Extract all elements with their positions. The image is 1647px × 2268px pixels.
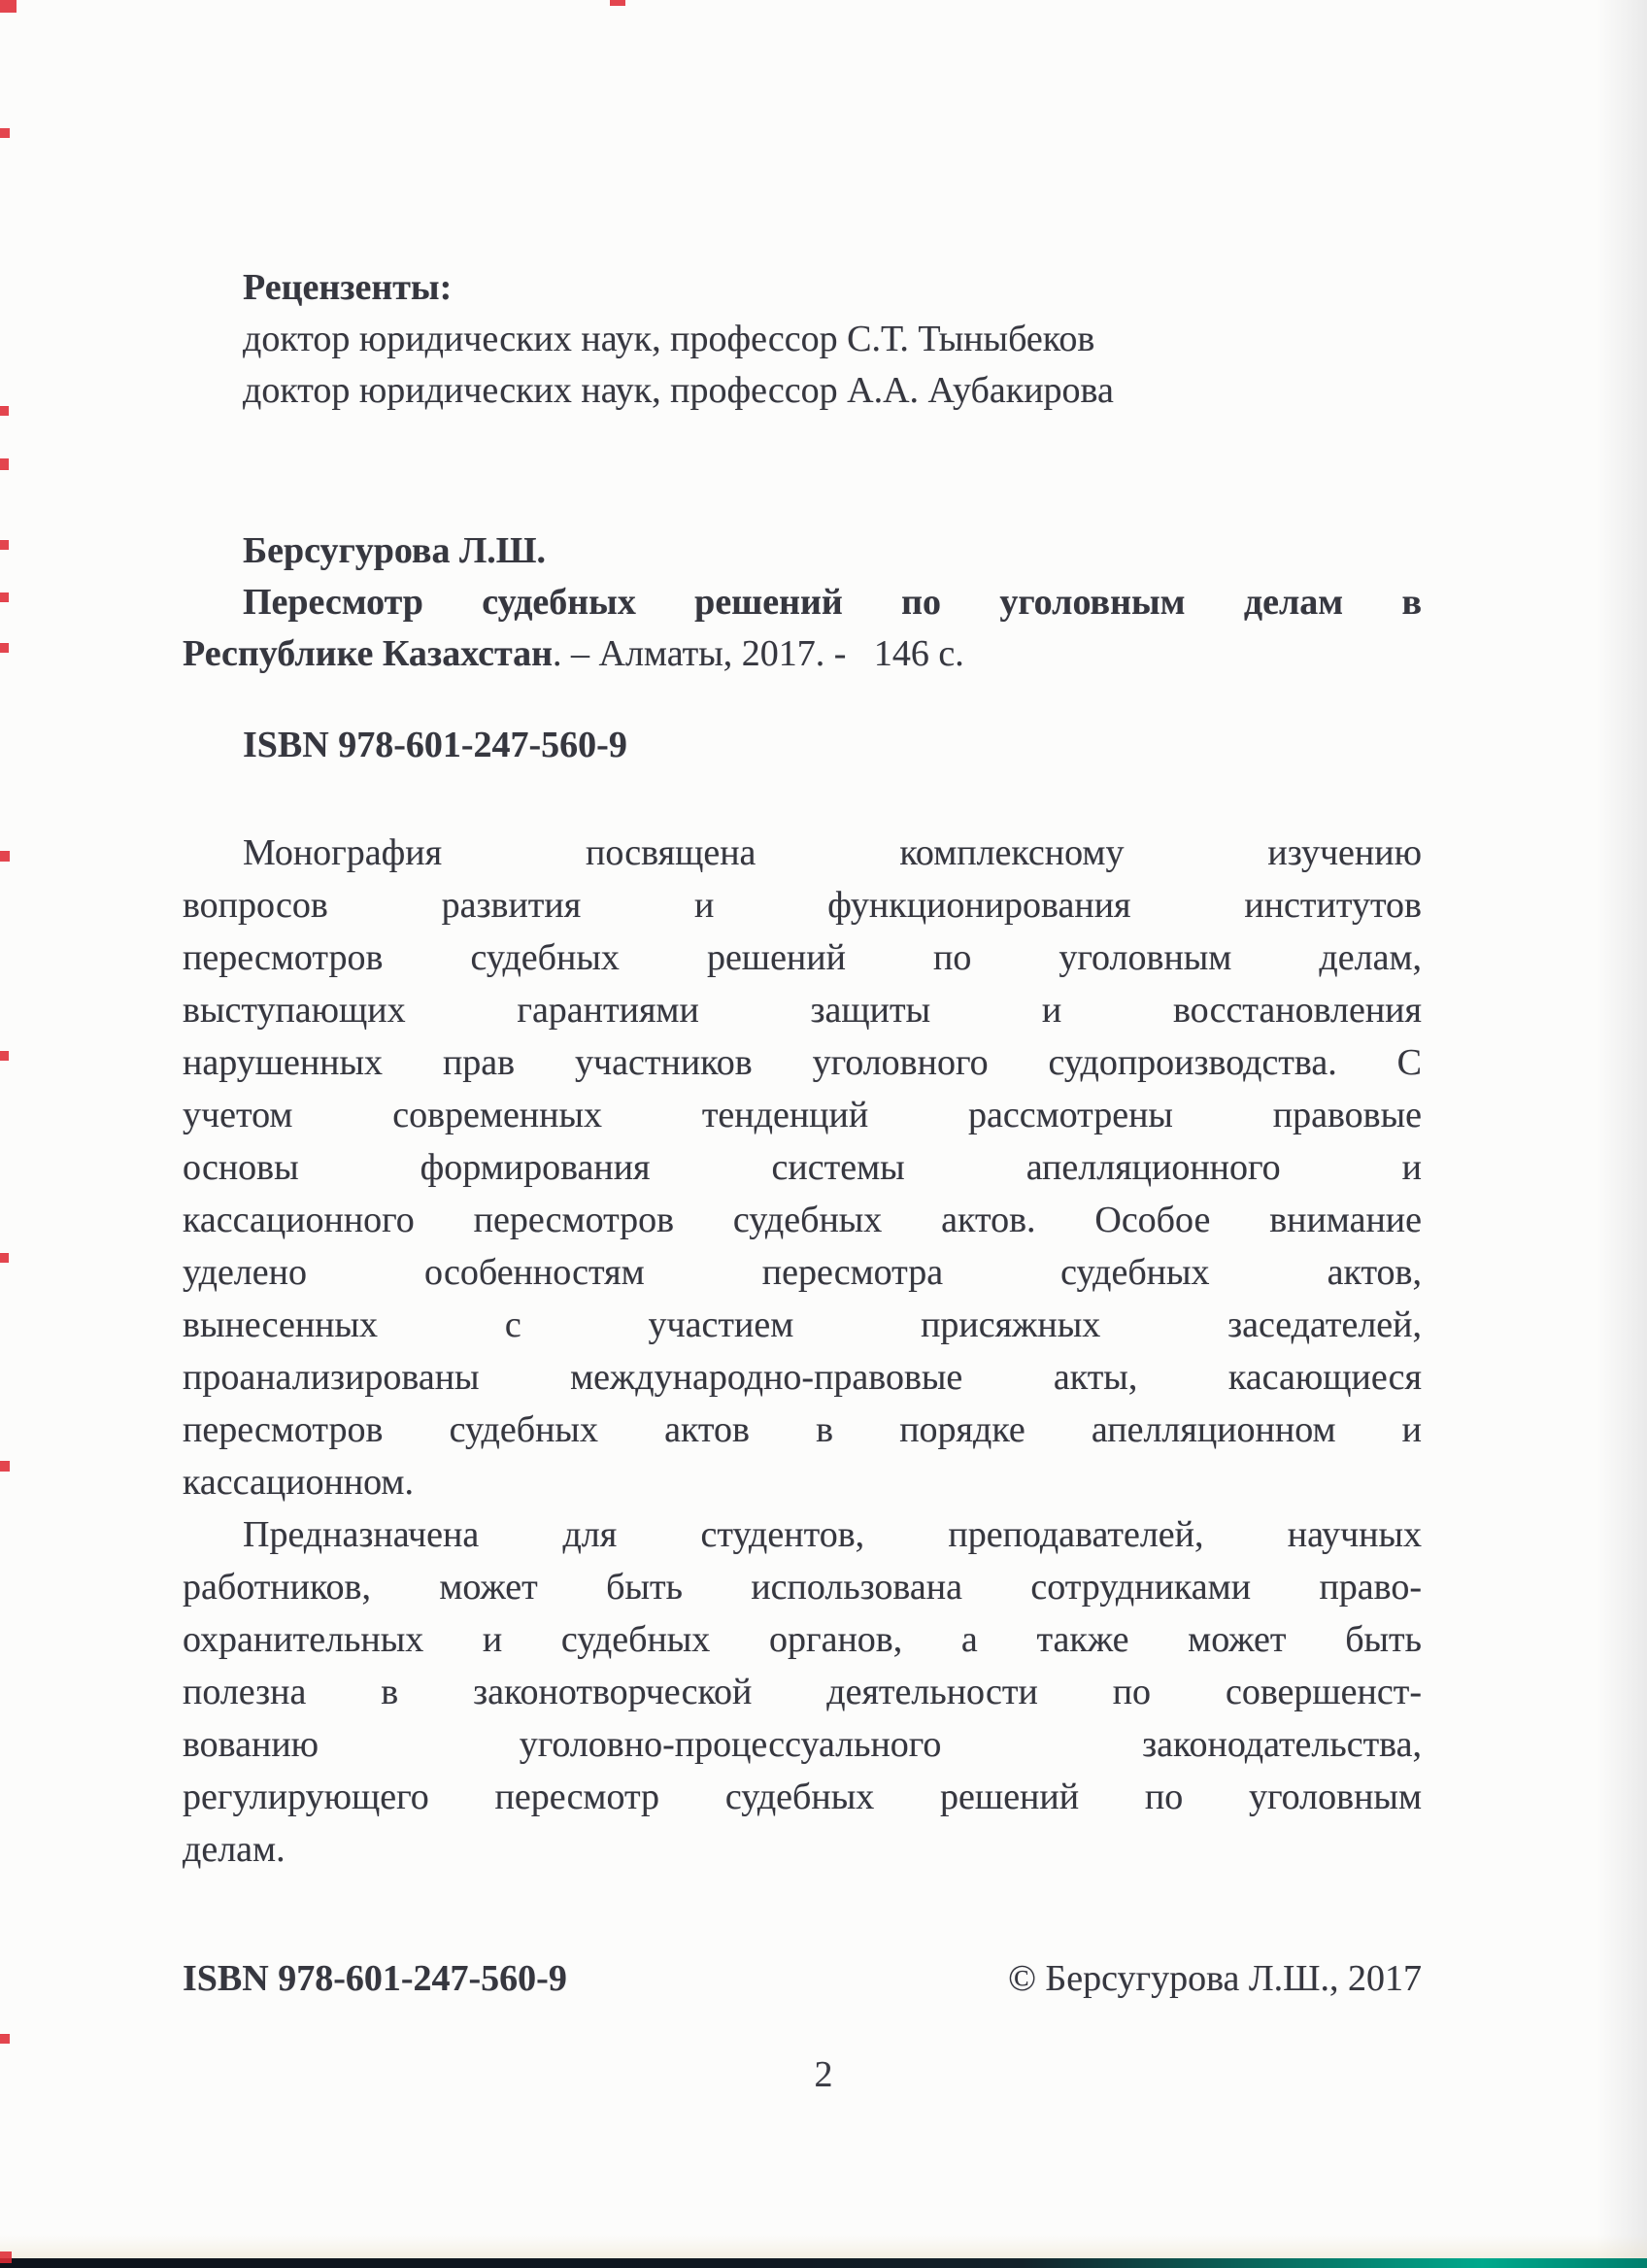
- copyright-notice: © Берсугурова Л.Ш., 2017: [1008, 1958, 1422, 1999]
- audience-line: Предназначена для студентов, преподавателей, научных: [243, 1514, 1422, 1555]
- annotation-line: проанализированы международно-правовые акты, касающиеся: [183, 1357, 1422, 1398]
- audience-line: регулирующего пересмотр судебных решений по уголовным: [183, 1777, 1422, 1817]
- annotation-line: вынесенных с участием присяжных заседателей,: [183, 1304, 1422, 1345]
- annotation-line: пересмотров судебных решений по уголовным делам,: [183, 937, 1422, 978]
- isbn-block: [183, 720, 1422, 771]
- red-scan-mark: [0, 643, 9, 653]
- annotation-line: Монография посвящена комплексному изучению: [243, 832, 1422, 873]
- reviewer-item: доктор юридических наук, профессор С.Т. Тыныбеков: [243, 319, 1095, 359]
- red-scan-mark: [0, 406, 9, 416]
- edition-rest: . – Алматы, 2017. - 146 с.: [553, 633, 964, 674]
- red-scan-mark: [0, 592, 9, 602]
- bottom-edge-strip: [0, 2235, 1647, 2259]
- reviewers-heading: Рецензенты:: [243, 267, 453, 308]
- red-scan-mark: [0, 1461, 10, 1472]
- reviewer-item: доктор юридических наук, профессор А.А. Аубакирова: [243, 370, 1114, 411]
- annotation-line: основы формирования системы апелляционного и: [183, 1147, 1422, 1188]
- annotation-line: выступающих гарантиями защиты и восстановления: [183, 990, 1422, 1031]
- isbn-bottom: ISBN 978-601-247-560-9: [183, 1958, 567, 1999]
- reviewers-block: [183, 262, 1422, 417]
- annotation-line: уделено особенностям пересмотра судебных актов,: [183, 1252, 1422, 1293]
- author-name: Берсугурова Л.Ш.: [243, 530, 546, 571]
- red-scan-mark: [0, 2034, 10, 2044]
- page-number-value: 2: [814, 2054, 833, 2095]
- audience-line: работников, может быть использована сотрудниками право-: [183, 1567, 1422, 1608]
- red-scan-mark: [0, 1051, 9, 1061]
- audience-line: вованию уголовно-процессуального законодательства,: [183, 1724, 1422, 1765]
- audience-line: делам.: [183, 1829, 286, 1870]
- imprint-block: [183, 525, 1422, 680]
- audience-line: охранительных и судебных органов, а также может быть: [183, 1619, 1422, 1660]
- annotation-line: вопросов развития и функционирования институтов: [183, 885, 1422, 926]
- red-scan-mark: [0, 1253, 9, 1263]
- red-scan-mark: [0, 128, 10, 138]
- red-scan-mark: [610, 0, 625, 6]
- red-scan-mark: [0, 851, 10, 862]
- book-title-line: Пересмотр судебных решений по уголовным делам в: [243, 582, 1422, 623]
- annotation-line: кассационном.: [183, 1462, 414, 1503]
- right-edge-shadow: [1597, 0, 1647, 2268]
- red-scan-mark: [0, 458, 9, 470]
- edition-place-bold: Республике Казахстан: [183, 633, 554, 674]
- footer-row: [183, 1953, 1422, 2005]
- isbn-top: ISBN 978-601-247-560-9: [243, 725, 627, 765]
- annotation-line: учетом современных тенденций рассмотрены правовые: [183, 1095, 1422, 1135]
- audience-line: полезна в законотворческой деятельности по совершенст-: [183, 1672, 1422, 1712]
- annotation-line: кассационного пересмотров судебных актов. Особое внимание: [183, 1200, 1422, 1240]
- annotation-block: [183, 827, 1422, 1876]
- annotation-line: нарушенных прав участников уголовного судопроизводства. С: [183, 1042, 1422, 1083]
- red-scan-mark: [0, 0, 17, 13]
- page-number: [0, 2053, 1647, 2096]
- red-scan-mark: [0, 540, 9, 550]
- annotation-line: пересмотров судебных актов в порядке апелляционном и: [183, 1409, 1422, 1450]
- bottom-edge-bar: [0, 2258, 1647, 2268]
- red-scan-mark: [0, 2251, 12, 2263]
- edition-line: [183, 628, 1422, 680]
